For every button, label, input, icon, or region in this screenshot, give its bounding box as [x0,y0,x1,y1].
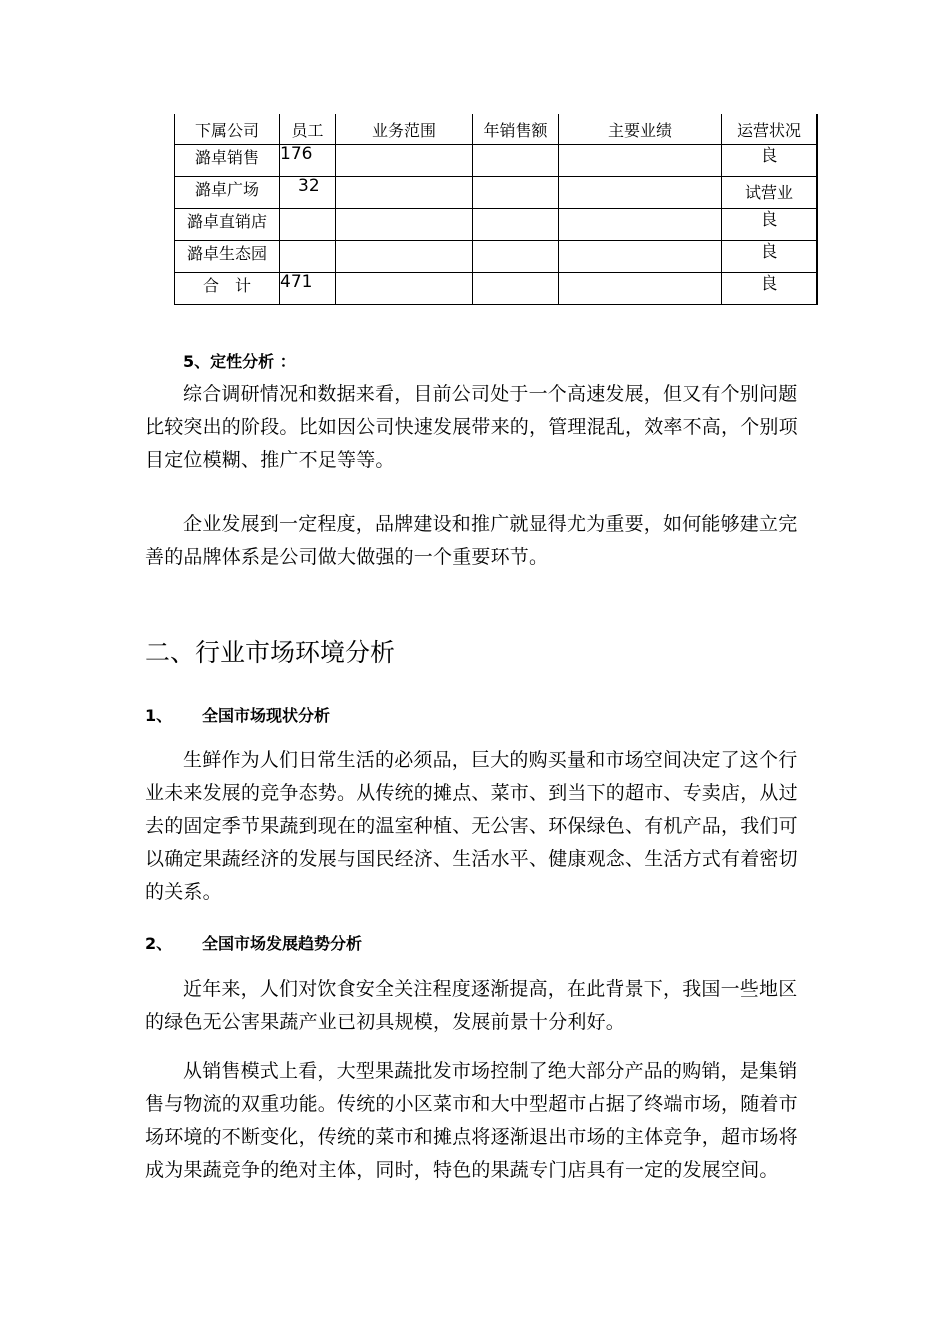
table-header-cell: 主要业绩 [559,114,722,145]
table-row [175,209,818,241]
table-header-cell: 年销售额 [473,114,559,145]
market-status-paragraph: 生鲜作为人们日常生活的必须品，巨大的购买量和市场空间决定了这个行业未来发展的竞争态势。从传统的摊点、菜市、到当下的超市、专卖店，从过去的固定季节果蔬到现在的温室种植、无公害、环保绿色、有机产品，我们可以确定果蔬经济的发展与国民经济、生活水平、健康观念、生活方式有着密切的关系。 [145,749,798,903]
table-row [175,177,818,209]
scope-cell [336,209,473,241]
achievements-cell [559,177,722,209]
scope-cell [336,145,473,177]
table-row [175,273,818,305]
company-cell: 合 计 [175,273,280,305]
subsection-heading [145,931,362,954]
subsection-title: 全国市场现状分析 [202,706,331,725]
table-header-row [175,114,818,145]
trend-paragraph: 近年来，人们对饮食安全关注程度逐渐提高，在此背景下，我国一些地区的绿色无公害果蔬产业已初具规模，发展前景十分利好。 [145,978,798,1033]
sales-cell [473,241,559,273]
subsection-heading [145,703,330,726]
employees-cell [280,209,336,241]
table-header-cell: 员工 [280,114,336,145]
company-cell: 潞卓生态园 [175,241,280,273]
qualitative-paragraph: 综合调研情况和数据来看，目前公司处于一个高速发展，但又有个别问题比较突出的阶段。比如因公司快速发展带来的，管理混乱，效率不高，个别项目定位模糊、推广不足等等。 [145,383,798,471]
subsection-title: 全国市场发展趋势分析 [202,934,363,953]
table-row [175,241,818,273]
status-cell: 试营业 [722,177,818,209]
status-cell: 良 [722,273,818,305]
sales-cell [473,145,559,177]
employees-cell: 176 [280,145,336,177]
status-cell: 良 [722,145,818,177]
sales-cell [473,273,559,305]
table-header-cell: 运营状况 [722,114,818,145]
subsection-number: 1、 [145,706,173,725]
qualitative-paragraph: 企业发展到一定程度，品牌建设和推广就显得尤为重要，如何能够建立完善的品牌体系是公司做大做强的一个重要环节。 [145,513,798,568]
table-header-cell: 下属公司 [175,114,280,145]
company-cell: 潞卓销售 [175,145,280,177]
employees-cell [280,241,336,273]
table-header-cell: 业务范围 [336,114,473,145]
qualitative-heading: 5、定性分析 ： [183,352,296,371]
scope-cell [336,177,473,209]
scope-cell [336,241,473,273]
table-row [175,145,818,177]
sales-cell [473,177,559,209]
section-title: 二、行业市场环境分析 [145,638,396,667]
achievements-cell [559,241,722,273]
trend-paragraph: 从销售模式上看，大型果蔬批发市场控制了绝大部分产品的购销，是集销售与物流的双重功能。传统的小区菜市和大中型超市占据了终端市场，随着市场环境的不断变化，传统的菜市和摊点将逐渐退出市场的主体竞争，超市场将成为果蔬竞争的绝对主体，同时，特色的果蔬专门店具有一定的发展空间。 [145,1060,798,1181]
employees-cell: 32 [280,177,336,209]
sales-cell [473,209,559,241]
achievements-cell [559,209,722,241]
subsidiary-table [174,114,818,305]
subsection-number: 2、 [145,934,173,953]
employees-cell: 471 [280,273,336,305]
company-cell: 潞卓直销店 [175,209,280,241]
status-cell: 良 [722,241,818,273]
company-cell: 潞卓广场 [175,177,280,209]
achievements-cell [559,273,722,305]
status-cell: 良 [722,209,818,241]
achievements-cell [559,145,722,177]
scope-cell [336,273,473,305]
